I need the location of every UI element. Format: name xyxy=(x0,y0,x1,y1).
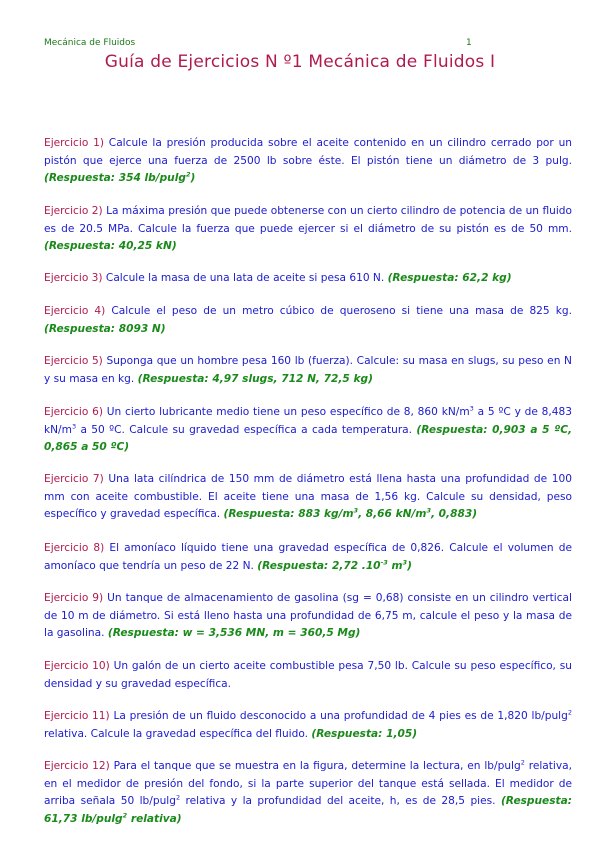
exercise-5 xyxy=(44,353,572,388)
exercise-label: Ejercicio 8) xyxy=(44,542,105,554)
exercise-text: Calcule la presión producida sobre el aceite contenido en un cilindro cerrado por un pistón que ejerce una fuerza de 2500 lb sobre éste. El pistón tiene un diámetro de 3 pulg. xyxy=(44,137,573,167)
exercise-label: Ejercicio 4) xyxy=(44,305,106,317)
exercise-text: Un galón de un cierto aceite combustible pesa 7,50 lb. Calcule su peso específico, su densidad y su gravedad específica. xyxy=(44,660,572,690)
exercise-8 xyxy=(44,540,572,575)
page-number: 1 xyxy=(466,38,472,48)
exercise-4 xyxy=(44,303,572,338)
exercise-label: Ejercicio 9) xyxy=(44,592,104,604)
exercise-label: Ejercicio 7) xyxy=(44,473,104,485)
exercise-9 xyxy=(44,590,572,643)
exercise-text: La máxima presión que puede obtenerse con un cierto cilindro de potencia de un fluido es de 20.5 MPa. Calcule la fuerza que puede ejercer si el diámetro de su pistón es de 50 mm. xyxy=(44,205,572,235)
exercise-answer: (Respuesta: 40,25 kN) xyxy=(44,240,177,253)
exercise-10 xyxy=(44,658,572,693)
exercise-answer: (Respuesta: 4,97 slugs, 712 N, 72,5 kg) xyxy=(137,372,373,385)
page-title: Guía de Ejercicios N º1 Mecánica de Fluidos I xyxy=(104,52,496,72)
exercise-label: Ejercicio 5) xyxy=(44,355,103,367)
exercise-label: Ejercicio 11) xyxy=(44,710,110,722)
exercise-text: Calcule la masa de una lata de aceite si pesa 610 N. xyxy=(105,272,385,284)
exercise-11 xyxy=(44,708,572,743)
exercise-answer: (Respuesta: 62,2 kg) xyxy=(387,272,512,284)
exercise-answer: (Respuesta: 0,903 a 5 ºC, 0,865 a 50 ºC) xyxy=(44,423,572,454)
exercise-12 xyxy=(44,758,572,828)
exercise-answer: (Respuesta: 2,72 $.10^{-3}$ $m^3$) xyxy=(257,558,412,572)
exercise-7 xyxy=(44,471,572,524)
exercise-answer: (Respuesta: 354 lb/pulg$^2$) xyxy=(44,170,196,185)
exercise-text: Suponga que un hombre pesa 160 lb (fuerza). Calcule: su masa en slugs, su peso en N y su masa en kg. xyxy=(44,355,572,385)
exercise-text: Para el tanque que se muestra en la figura, determine la lectura, en lb/pulg$^2$ relativa, en el medidor de presión del fondo, si la parte superior del tanque está sellada. El medidor de arriba señala 50 lb/pulg$^2$ relativa y la profundidad del aceite, h, es de 28,5 pies. xyxy=(44,758,572,808)
exercise-answer: (Respuesta: 61,73 lb/pulg$^2$ relativa) xyxy=(44,795,572,825)
exercise-text: Una lata cilíndrica de 150 mm de diámetro está llena hasta una profundidad de 100 mm con aceite combustible. El aceite tiene una masa de 1,56 kg. Calcule su densidad, peso específico y gravedad específica. xyxy=(44,473,572,521)
exercise-answer: (Respuesta: w = 3,536 MN, m = 360,5 Mg) xyxy=(107,627,361,640)
exercise-answer: (Respuesta: 8093 N) xyxy=(44,322,166,335)
exercise-3 xyxy=(44,270,572,288)
exercise-1 xyxy=(44,135,572,188)
exercise-text: Un cierto lubricante medio tiene un peso específico de 8, 860 $kN/m^3$ a 5 ºC y de 8,483 $kN/m^3$ a 50 ºC. Calcule su gravedad específica a cada temperatura. xyxy=(44,404,573,436)
exercise-6 xyxy=(44,404,572,457)
exercise-label: Ejercicio 10) xyxy=(44,660,110,672)
exercise-2 xyxy=(44,203,572,256)
exercise-label: Ejercicio 12) xyxy=(44,760,110,772)
exercise-text: Un tanque de almacenamiento de gasolina (sg = 0,68) consiste en un cilindro vertical de 10 m de diámetro. Si está lleno hasta una profundidad de 6,75 m, calcule el peso y la masa de la gasolina. xyxy=(44,592,572,640)
exercise-label: Ejercicio 2) xyxy=(44,205,103,217)
exercise-label: Ejercicio 1) xyxy=(44,137,104,149)
exercise-text: Calcule el peso de un metro cúbico de queroseno si tiene una masa de 825 kg. xyxy=(111,305,572,317)
exercise-label: Ejercicio 3) xyxy=(44,272,103,284)
exercise-text: La presión de un fluido desconocido a una profundidad de 4 pies es de 1,820 lb/pulg$^2$ relativa. Calcule la gravedad específica del fluido. xyxy=(44,708,572,740)
running-header: Mecánica de Fluidos xyxy=(44,38,136,48)
exercise-answer: (Respuesta: 883 $kg/m^3$, 8,66 $kN/m^3$, 0,883) xyxy=(223,506,478,521)
exercise-label: Ejercicio 6) xyxy=(44,406,103,418)
exercise-text: El amoníaco líquido tiene una gravedad específica de 0,826. Calcule el volumen de amoníaco que tendría un peso de 22 N. xyxy=(44,542,572,572)
exercise-answer: (Respuesta: 1,05) xyxy=(311,727,418,740)
